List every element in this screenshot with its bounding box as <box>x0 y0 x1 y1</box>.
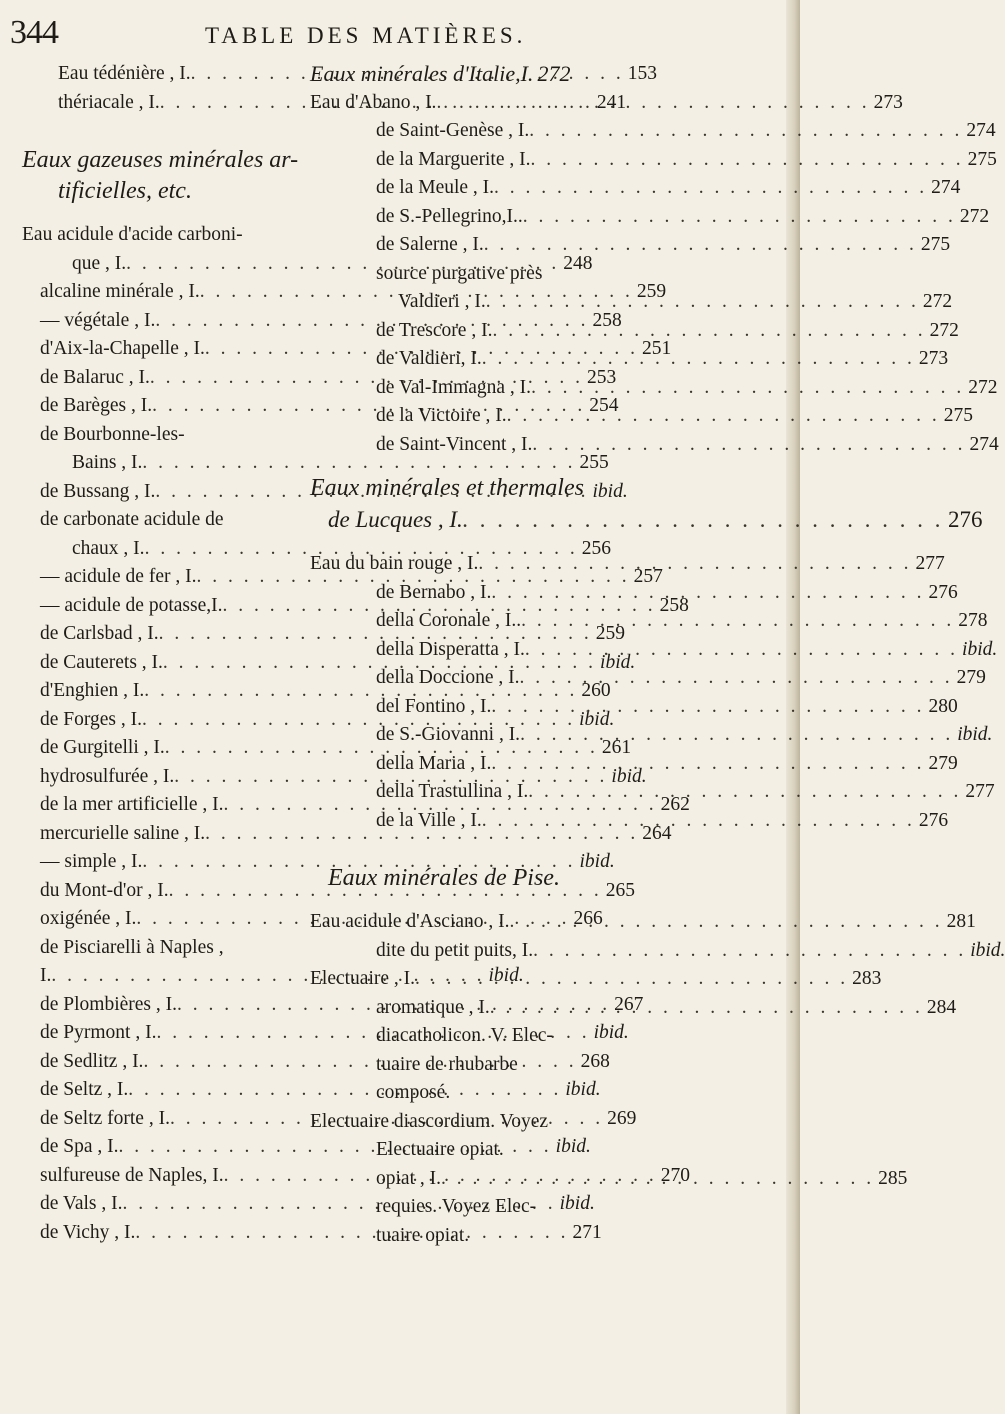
running-header <box>0 10 800 60</box>
section-heading-cont: de Lucques , I. . . . 276 <box>310 504 760 536</box>
index-entry: d'Enghien , I. . . . 260 <box>22 677 272 706</box>
index-entry: de la Marguerite , I. . . . 275 <box>310 146 760 175</box>
index-entry: de Carlsbad , I. . . . 259 <box>22 620 272 649</box>
index-entry: — acidule de fer , I. . . . 257 <box>22 563 272 592</box>
index-entry: de S.-Giovanni , I. . . . ibid. <box>310 721 760 750</box>
section-heading: Eaux minérales de Pise. <box>328 865 560 891</box>
index-entry: de Bernabo , I. . . . 276 <box>310 579 760 608</box>
index-entry: tuaire opiat. <box>376 1224 470 1246</box>
index-entry: del Fontino , I. . . . 280 <box>310 693 760 722</box>
index-entry: della Maria , I. . . . 279 <box>310 750 760 779</box>
index-entry: oxigénée , I. . . . 266 <box>22 905 272 934</box>
index-entry: de la Ville , I. . . . 276 <box>310 807 760 836</box>
index-entry: source purgative près <box>376 262 543 284</box>
index-entry: opiat , I. . . . 285 <box>310 1165 760 1194</box>
index-entry: de Vichy , I. . . . 271 <box>22 1219 272 1248</box>
index-entry: Electuaire , I. . . . 283 <box>310 965 760 994</box>
index-entry: de carbonate acidule de <box>40 509 224 530</box>
index-entry: de Gurgitelli , I. . . . 261 <box>22 734 272 763</box>
index-entry: — simple , I. . . . ibid. <box>22 848 272 877</box>
index-entry: mercurielle saline , I. . . . 264 <box>22 820 272 849</box>
index-entry: thériacale , I. . . . 241 <box>22 89 272 118</box>
running-title: TABLE DES MATIÈRES. <box>205 23 527 48</box>
index-entry: de Val-Immagna , I. . . . 272 <box>310 374 760 403</box>
index-entry: de Bourbonne-les- <box>40 423 185 445</box>
index-entry: sulfureuse de Naples, I. . . . 270 <box>22 1162 272 1191</box>
index-entry: de Saint-Genèse , I. . . . 274 <box>310 117 760 146</box>
section-heading: Eaux gazeuses minérales ar- <box>22 147 299 173</box>
index-entry: dite du petit puits, I. . . . ibid. <box>310 937 760 966</box>
index-entry: requies. Voyez Elec- <box>376 1196 537 1217</box>
index-entry: de Valdieri, I. . . . 273 <box>310 345 760 374</box>
index-entry: — acidule de potasse,I. . . . 258 <box>22 592 272 621</box>
index-entry: de Saint-Vincent , I. . . . 274 <box>310 431 760 460</box>
index-entry: della Disperatta , I. . . . ibid. <box>310 636 760 665</box>
index-entry: de Sedlitz , I. . . . 268 <box>22 1048 272 1077</box>
index-entry: tuaire de rhubarbe <box>376 1053 518 1075</box>
index-entry: d'Aix-la-Chapelle , I. . . . 251 <box>22 335 272 364</box>
section-heading: Eaux minérales d'Italie,I. 272 <box>310 61 571 86</box>
index-entry: de Vals , I. . . . ibid. <box>22 1190 272 1219</box>
index-entry: Electuaire opiat. <box>376 1139 504 1160</box>
index-entry: de Forges , I. . . . ibid. <box>22 706 272 735</box>
page-number: 344 <box>10 14 58 51</box>
index-entry: della Doccione , I. . . . 279 <box>310 664 760 693</box>
index-entry: Eau tédénière , I. . . . 153 <box>22 60 272 89</box>
index-entry: de Seltz forte , I. . . . 269 <box>22 1105 272 1134</box>
index-entry: du Mont-d'or , I. . . . 265 <box>22 877 272 906</box>
index-entry: de Trescore , I. . . . 272 <box>310 317 760 346</box>
index-entry: Valdieri , I. . . . 272 <box>310 288 760 317</box>
index-entry: de S.-Pellegrino,I.. . . . 272 <box>310 203 760 232</box>
index-entry: della Coronale , I.. . . . 278 <box>310 607 760 636</box>
index-entry: Bains , I. . . . 255 <box>22 449 272 478</box>
index-entry: I. . . . ibid. <box>22 962 272 991</box>
index-entry: Eau acidule d'acide carboni- <box>22 224 243 245</box>
index-entry: composé. <box>376 1082 451 1103</box>
index-entry: de Salerne , I. . . . 275 <box>310 231 760 260</box>
index-entry: Electuaire diascordium. Voyez <box>310 1110 549 1132</box>
index-entry: de la mer artificielle , I. . . . 262 <box>22 791 272 820</box>
index-entry: de Seltz , I. . . . ibid. <box>22 1076 272 1105</box>
index-entry: de Spa , I. . . . ibid. <box>22 1133 272 1162</box>
section-heading-cont: tificielles, etc. <box>58 178 192 204</box>
index-entry: diacatholicon. V. Elec- <box>376 1025 553 1046</box>
index-entry: de la Victoire , I. . . . 275 <box>310 402 760 431</box>
index-entry: — végétale , I. . . . 258 <box>22 307 272 336</box>
index-entry: aromatique , I. . . . 284 <box>310 994 760 1023</box>
index-entry: Eau acidule d'Asciano , I. . . . 281 <box>310 908 760 937</box>
index-entry: de Barèges , I. . . . 254 <box>22 392 272 421</box>
index-entry: de Balaruc , I. . . . 253 <box>22 364 272 393</box>
index-entry: de Pisciarelli à Naples , <box>40 936 224 958</box>
index-entry: que , I. . . . 248 <box>22 250 272 279</box>
section-heading: Eaux minérales et thermales <box>310 475 584 501</box>
index-entry: alcaline minérale , I. . . . 259 <box>22 278 272 307</box>
right-column <box>310 60 1005 1250</box>
index-entry: Eau du bain rouge , I. . . . 277 <box>310 550 760 579</box>
index-entry: de Plombières , I. . . . 267 <box>22 991 272 1020</box>
index-entry: Eau d'Abano , I. . . . 273 <box>310 89 760 118</box>
index-entry: della Trastullina , I. . . . 277 <box>310 778 760 807</box>
index-entry: de la Meule , I. . . . 274 <box>310 174 760 203</box>
index-entry: hydrosulfurée , I. . . . ibid. <box>22 763 272 792</box>
index-entry: de Bussang , I. . . . ibid. <box>22 478 272 507</box>
index-entry: de Cauterets , I. . . . ibid. <box>22 649 272 678</box>
index-entry: chaux , I. . . . 256 <box>22 535 272 564</box>
index-entry: de Pyrmont , I. . . . ibid. <box>22 1019 272 1048</box>
